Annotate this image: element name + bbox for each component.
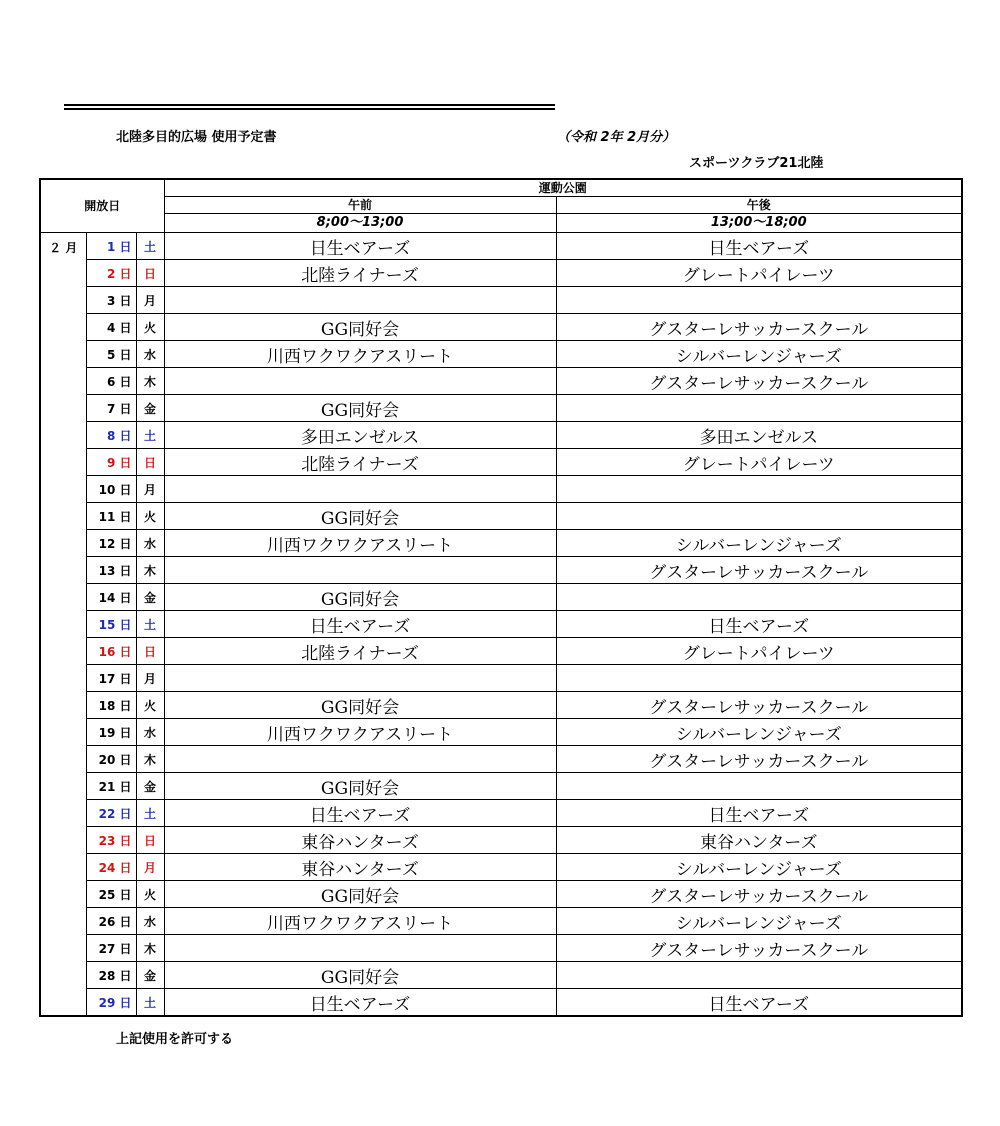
day-cell: 12 日 — [86, 530, 136, 557]
pm-cell — [556, 476, 962, 503]
table-row — [40, 692, 962, 719]
day-cell: 26 日 — [86, 908, 136, 935]
pm-cell — [556, 584, 962, 611]
am-cell: GG同好会 — [164, 692, 556, 719]
table-row — [40, 854, 962, 881]
am-cell: 川西ワクワクアスリート — [164, 908, 556, 935]
weekday-cell: 月 — [136, 476, 164, 503]
pm-cell: グレートパイレーツ — [556, 260, 962, 287]
table-row — [40, 287, 962, 314]
day-cell: 15 日 — [86, 611, 136, 638]
table-row — [40, 233, 962, 260]
weekday-cell: 土 — [136, 611, 164, 638]
pm-cell: グスターレサッカースクール — [556, 368, 962, 395]
table-row — [40, 638, 962, 665]
day-cell: 18 日 — [86, 692, 136, 719]
pm-cell: シルバーレンジャーズ — [556, 341, 962, 368]
table-row — [40, 503, 962, 530]
weekday-cell: 木 — [136, 746, 164, 773]
table-row — [40, 908, 962, 935]
header-rule-top — [64, 104, 555, 106]
weekday-cell: 水 — [136, 908, 164, 935]
pm-cell: グレートパイレーツ — [556, 449, 962, 476]
day-cell: 2 日 — [86, 260, 136, 287]
am-cell — [164, 935, 556, 962]
weekday-cell: 木 — [136, 935, 164, 962]
am-cell: GG同好会 — [164, 584, 556, 611]
am-cell: 北陸ライナーズ — [164, 638, 556, 665]
weekday-cell: 月 — [136, 287, 164, 314]
day-cell: 5 日 — [86, 341, 136, 368]
table-row — [40, 773, 962, 800]
am-cell: 日生ベアーズ — [164, 233, 556, 260]
weekday-cell: 土 — [136, 233, 164, 260]
table-row — [40, 395, 962, 422]
am-cell: 東谷ハンターズ — [164, 854, 556, 881]
table-row — [40, 800, 962, 827]
pm-cell: 多田エンゼルス — [556, 422, 962, 449]
pm-cell — [556, 287, 962, 314]
pm-cell: グスターレサッカースクール — [556, 314, 962, 341]
weekday-cell: 月 — [136, 854, 164, 881]
day-cell: 23 日 — [86, 827, 136, 854]
am-cell: 日生ベアーズ — [164, 989, 556, 1017]
table-row — [40, 341, 962, 368]
weekday-cell: 火 — [136, 503, 164, 530]
weekday-cell: 日 — [136, 638, 164, 665]
table-row — [40, 557, 962, 584]
weekday-cell: 水 — [136, 530, 164, 557]
am-cell: 北陸ライナーズ — [164, 260, 556, 287]
pm-cell — [556, 503, 962, 530]
pm-cell: 日生ベアーズ — [556, 989, 962, 1017]
schedule-table — [39, 178, 963, 1017]
weekday-cell: 金 — [136, 395, 164, 422]
am-cell: 川西ワクワクアスリート — [164, 530, 556, 557]
table-row — [40, 746, 962, 773]
header-rule-bottom — [64, 108, 555, 110]
pm-cell: 日生ベアーズ — [556, 233, 962, 260]
am-cell: GG同好会 — [164, 314, 556, 341]
weekday-cell: 火 — [136, 314, 164, 341]
table-row — [40, 530, 962, 557]
day-cell: 7 日 — [86, 395, 136, 422]
month-cell: ２ 月 — [40, 233, 86, 1017]
document-period: （令和 2年 2月分） — [557, 130, 676, 145]
day-cell: 20 日 — [86, 746, 136, 773]
am-cell — [164, 368, 556, 395]
pm-cell — [556, 773, 962, 800]
weekday-cell: 日 — [136, 449, 164, 476]
weekday-cell: 月 — [136, 665, 164, 692]
pm-cell: 日生ベアーズ — [556, 800, 962, 827]
day-cell: 8 日 — [86, 422, 136, 449]
table-row — [40, 476, 962, 503]
approval-note: 上記使用を許可する — [116, 1032, 234, 1047]
pm-cell: グスターレサッカースクール — [556, 881, 962, 908]
pm-cell — [556, 665, 962, 692]
pm-cell: シルバーレンジャーズ — [556, 854, 962, 881]
am-cell: GG同好会 — [164, 773, 556, 800]
table-row — [40, 962, 962, 989]
pm-cell: 日生ベアーズ — [556, 611, 962, 638]
open-day-header: 開放日 — [40, 179, 164, 233]
day-cell: 29 日 — [86, 989, 136, 1017]
weekday-cell: 土 — [136, 422, 164, 449]
table-row — [40, 368, 962, 395]
document-title: 北陸多目的広場 使用予定書 — [116, 130, 277, 145]
table-row — [40, 314, 962, 341]
table-row — [40, 422, 962, 449]
am-cell: GG同好会 — [164, 881, 556, 908]
table-row — [40, 881, 962, 908]
day-cell: 1 日 — [86, 233, 136, 260]
am-cell — [164, 746, 556, 773]
am-cell — [164, 557, 556, 584]
weekday-cell: 木 — [136, 557, 164, 584]
am-cell — [164, 665, 556, 692]
pm-cell: グスターレサッカースクール — [556, 692, 962, 719]
day-cell: 6 日 — [86, 368, 136, 395]
pm-cell: 東谷ハンターズ — [556, 827, 962, 854]
table-row — [40, 260, 962, 287]
day-cell: 21 日 — [86, 773, 136, 800]
am-time-header: 8;00～13;00 — [164, 214, 556, 233]
pm-cell — [556, 395, 962, 422]
weekday-cell: 金 — [136, 773, 164, 800]
am-cell: 日生ベアーズ — [164, 611, 556, 638]
day-cell: 16 日 — [86, 638, 136, 665]
day-cell: 28 日 — [86, 962, 136, 989]
day-cell: 14 日 — [86, 584, 136, 611]
am-cell: 多田エンゼルス — [164, 422, 556, 449]
am-cell: GG同好会 — [164, 503, 556, 530]
day-cell: 19 日 — [86, 719, 136, 746]
table-row — [40, 584, 962, 611]
am-cell — [164, 476, 556, 503]
am-header: 午前 — [164, 197, 556, 214]
pm-cell: グスターレサッカースクール — [556, 935, 962, 962]
am-cell: GG同好会 — [164, 962, 556, 989]
day-cell: 4 日 — [86, 314, 136, 341]
weekday-cell: 金 — [136, 962, 164, 989]
am-cell — [164, 287, 556, 314]
am-cell: 日生ベアーズ — [164, 800, 556, 827]
day-cell: 13 日 — [86, 557, 136, 584]
pm-cell — [556, 962, 962, 989]
pm-cell: シルバーレンジャーズ — [556, 908, 962, 935]
day-cell: 17 日 — [86, 665, 136, 692]
weekday-cell: 水 — [136, 719, 164, 746]
table-row — [40, 449, 962, 476]
am-cell: 川西ワクワクアスリート — [164, 719, 556, 746]
table-row — [40, 989, 962, 1017]
table-row — [40, 665, 962, 692]
weekday-cell: 日 — [136, 827, 164, 854]
venue-header: 運動公園 — [164, 179, 962, 197]
day-cell: 3 日 — [86, 287, 136, 314]
weekday-cell: 水 — [136, 341, 164, 368]
weekday-cell: 火 — [136, 692, 164, 719]
weekday-cell: 火 — [136, 881, 164, 908]
table-row — [40, 719, 962, 746]
day-cell: 11 日 — [86, 503, 136, 530]
weekday-cell: 日 — [136, 260, 164, 287]
weekday-cell: 土 — [136, 989, 164, 1017]
table-row — [40, 611, 962, 638]
am-cell: 川西ワクワクアスリート — [164, 341, 556, 368]
pm-cell: グスターレサッカースクール — [556, 746, 962, 773]
weekday-cell: 木 — [136, 368, 164, 395]
weekday-cell: 土 — [136, 800, 164, 827]
day-cell: 9 日 — [86, 449, 136, 476]
table-row — [40, 935, 962, 962]
day-cell: 22 日 — [86, 800, 136, 827]
day-cell: 25 日 — [86, 881, 136, 908]
pm-time-header: 13;00～18;00 — [556, 214, 962, 233]
am-cell: 東谷ハンターズ — [164, 827, 556, 854]
table-row — [40, 827, 962, 854]
pm-cell: グスターレサッカースクール — [556, 557, 962, 584]
day-cell: 10 日 — [86, 476, 136, 503]
day-cell: 27 日 — [86, 935, 136, 962]
am-cell: 北陸ライナーズ — [164, 449, 556, 476]
pm-cell: シルバーレンジャーズ — [556, 719, 962, 746]
weekday-cell: 金 — [136, 584, 164, 611]
pm-header: 午後 — [556, 197, 962, 214]
am-cell: GG同好会 — [164, 395, 556, 422]
organization-name: スポーツクラブ21北陸 — [689, 156, 824, 171]
day-cell: 24 日 — [86, 854, 136, 881]
pm-cell: シルバーレンジャーズ — [556, 530, 962, 557]
pm-cell: グレートパイレーツ — [556, 638, 962, 665]
